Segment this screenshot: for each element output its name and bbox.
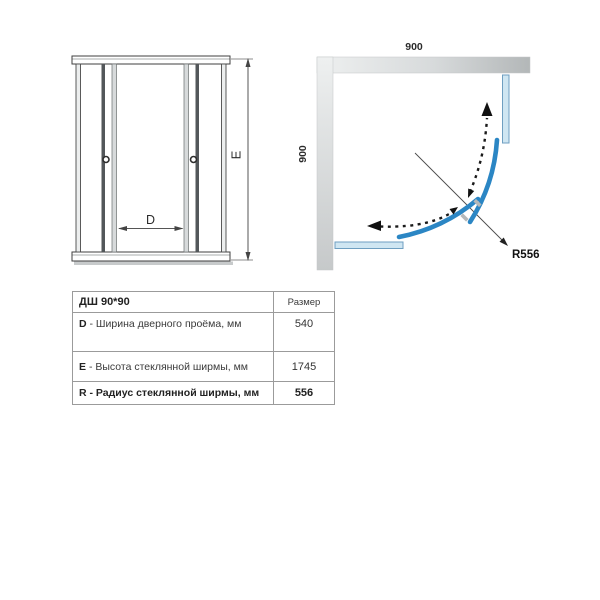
- right-frame-profile: [222, 64, 227, 252]
- size-column-header: Размер: [274, 292, 335, 313]
- height-label: E: [228, 150, 244, 160]
- left-glass-edge: [112, 64, 117, 252]
- spec-table: [72, 291, 335, 405]
- right-glass-edge: [184, 64, 189, 252]
- left-door-handle: [103, 157, 109, 163]
- param-description: - Ширина дверного проёма, мм: [89, 318, 242, 330]
- left-wall: [317, 57, 333, 270]
- table-row: [73, 313, 335, 352]
- param-value: 1745: [274, 352, 335, 382]
- plan-top-dimension: 900: [405, 41, 423, 53]
- plan-left-dimension: 900: [297, 145, 309, 163]
- param-letter: D: [79, 318, 87, 330]
- table-header-row: [73, 292, 335, 313]
- door-width-label: D: [145, 213, 156, 227]
- top-rail: [72, 56, 230, 64]
- door-width-dimension: [118, 213, 184, 231]
- right-fixed-panel: [503, 75, 510, 143]
- dim-arrow-left: [118, 226, 127, 231]
- param-value: 556: [274, 382, 335, 405]
- plan-view: [297, 41, 540, 270]
- top-wall: [317, 57, 530, 73]
- height-dimension: [229, 58, 254, 261]
- right-door-handle: [191, 157, 197, 163]
- param-description: - Радиус стеклянной ширмы, мм: [89, 387, 260, 399]
- model-name: ДШ 90*90: [73, 292, 274, 313]
- bottom-fixed-panel: [335, 242, 403, 249]
- param-letter: R: [79, 387, 87, 399]
- param-description: - Высота стеклянной ширмы, мм: [88, 360, 249, 373]
- bottom-rail: [72, 252, 230, 261]
- floor-shadow: [74, 262, 233, 266]
- param-letter: E: [79, 360, 87, 373]
- curved-door-upper: [470, 140, 497, 222]
- dim-arrow-right: [175, 226, 184, 231]
- radius-label: R556: [512, 249, 540, 261]
- front-elevation-view: [72, 56, 253, 265]
- table-row: [73, 382, 335, 405]
- plan-handle-lower: [460, 213, 468, 221]
- left-frame-profile: [76, 64, 81, 252]
- table-row: [73, 352, 335, 382]
- param-value: 540: [274, 313, 335, 352]
